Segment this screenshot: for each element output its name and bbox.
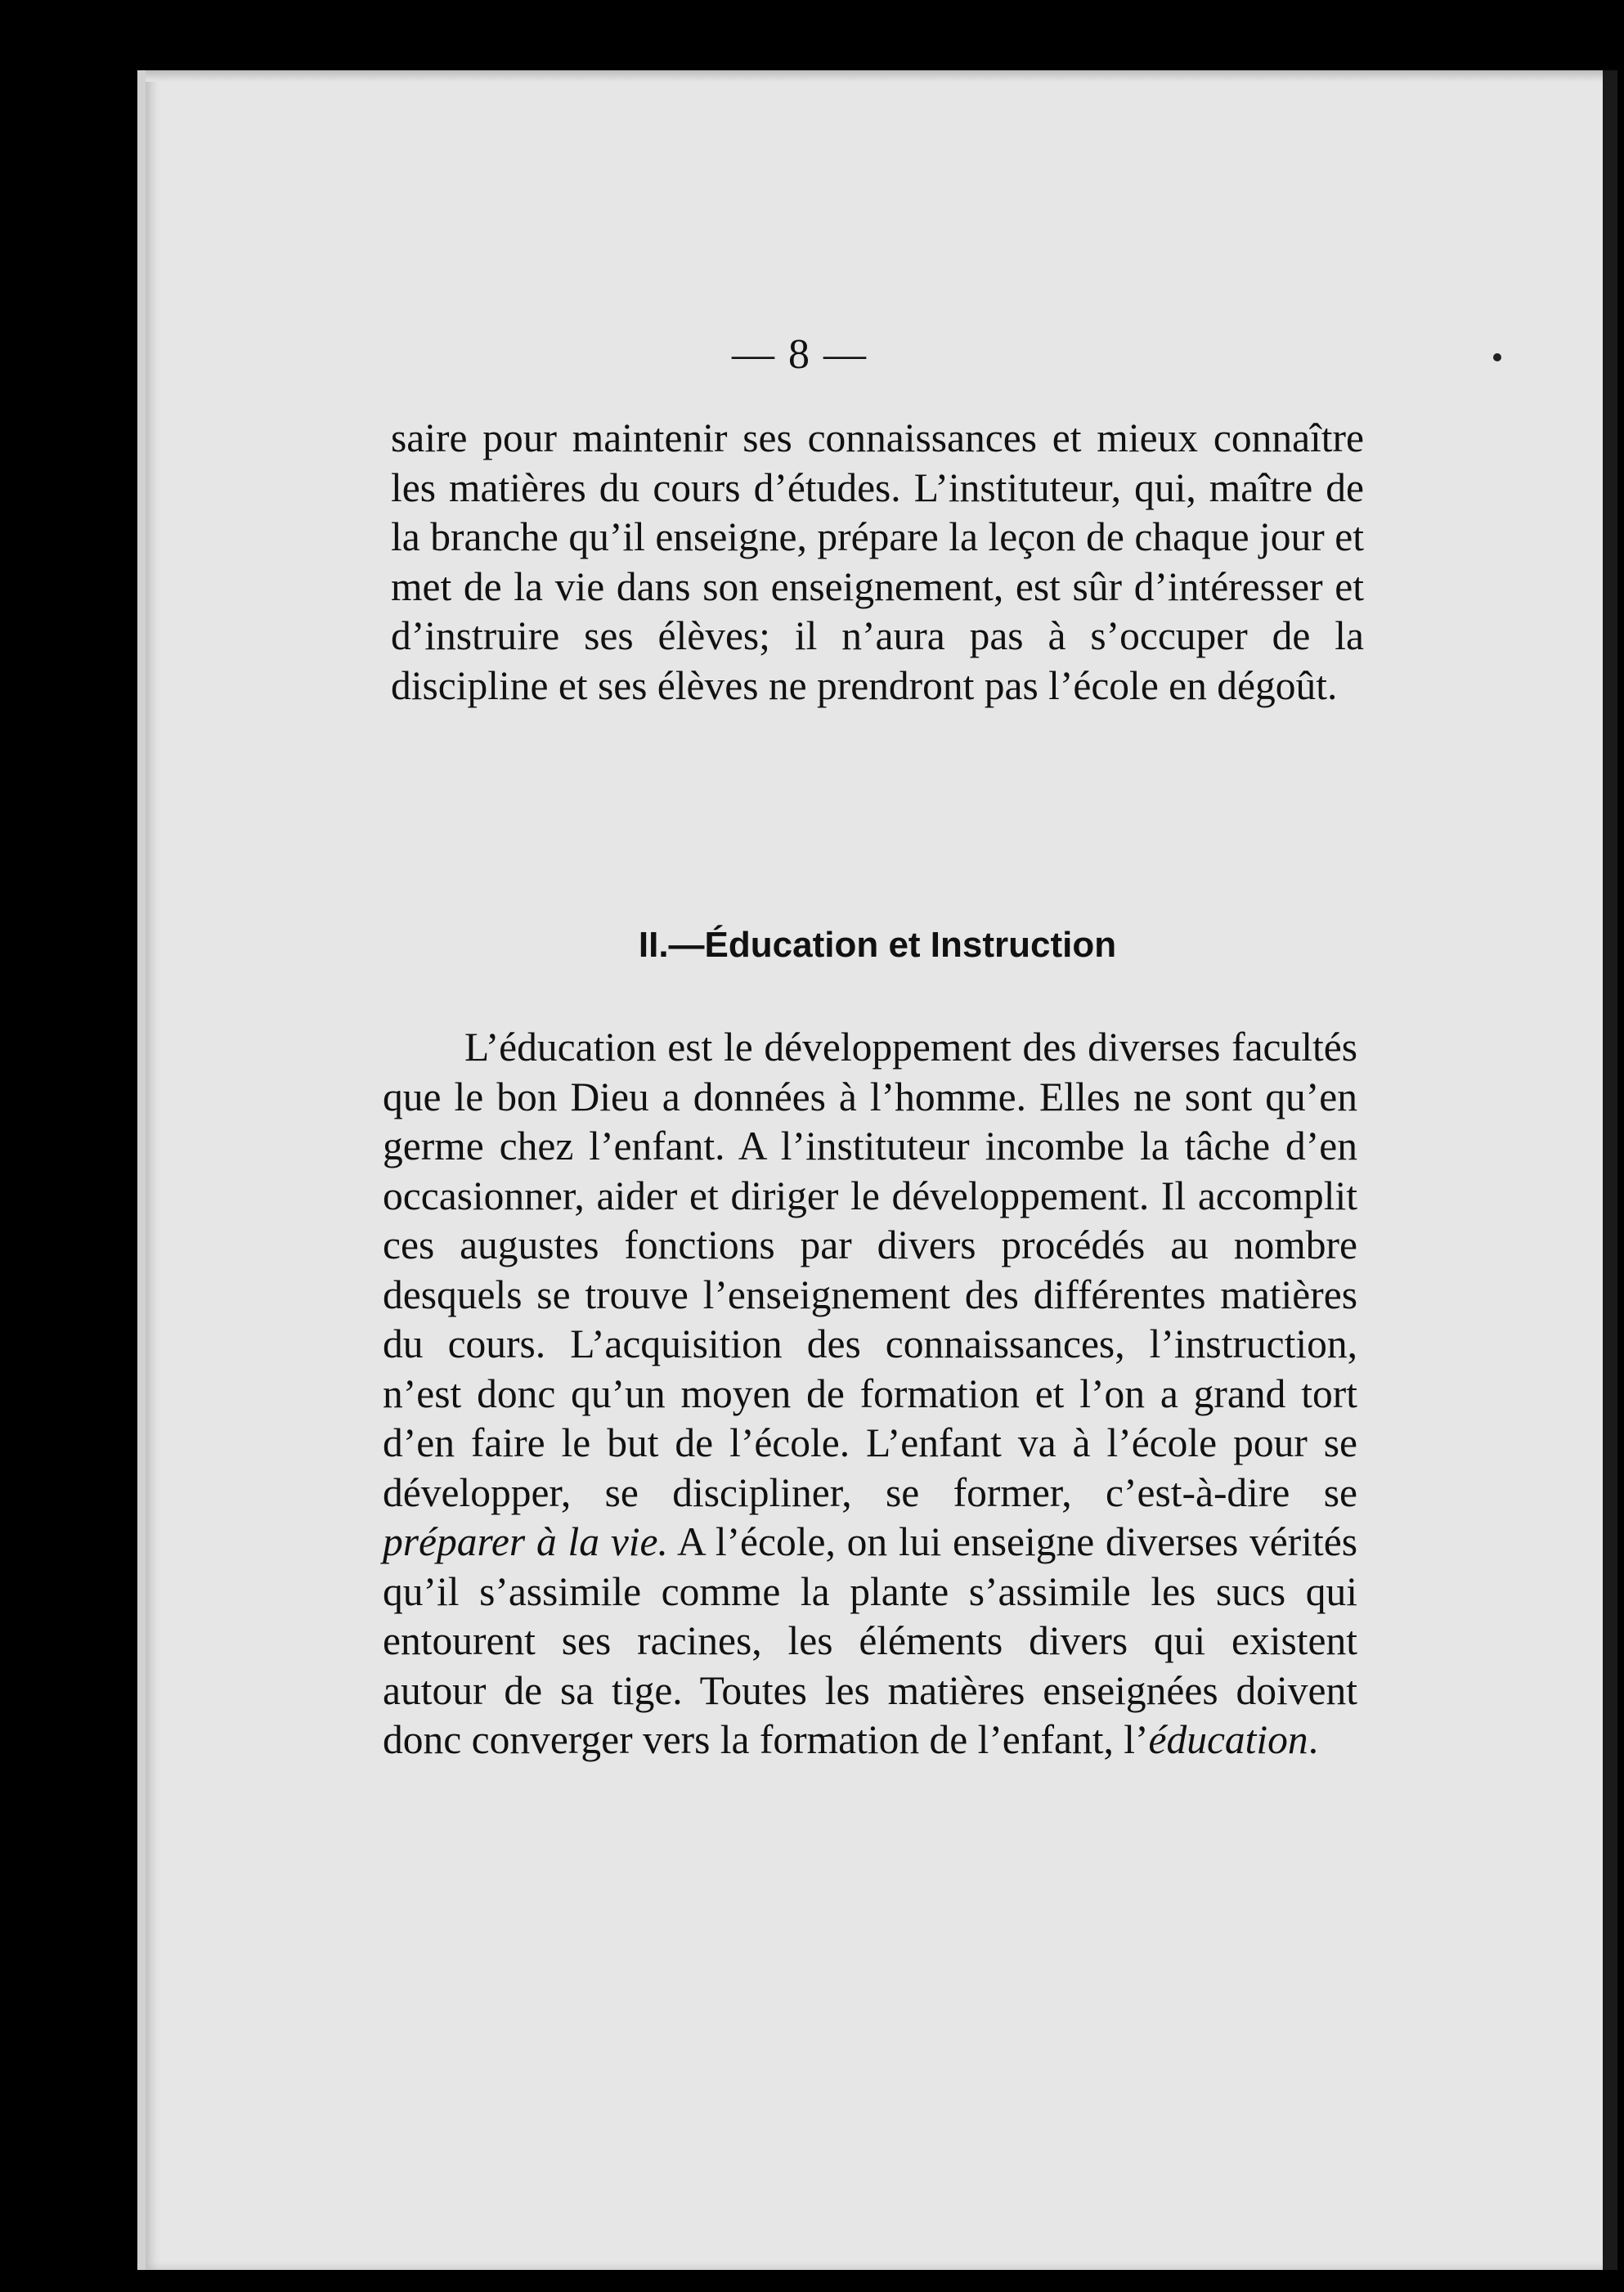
section-paragraph-end: . [1308,1717,1319,1762]
continued-paragraph: saire pour maintenir ses connaissances et mieux connaître les matières du cours d’études. L’instituteur, qui, maître de la branche qu’il enseigne, prépare la leçon de chaque jour et met de la vie dans son enseignement, est sûr d’intéresser et d’instruire ses élèves; il n’aura pas à s’occuper de la discipline et ses élèves ne prendront pas l’école en dégoût. [391,415,1364,708]
page-top-edge [146,70,1617,82]
scan-border [0,0,155,2292]
section-paragraph-text-2: A l’école, on lui enseigne diverses vérités qu’il s’assimile comme la plante s’assimile les sucs qui entourent ses racines, les éléments divers qui existent autour de sa tige. Toutes les matières enseignées doivent donc converger vers la formation de l’enfant, [383,1519,1357,1762]
page-right-edge [1603,70,1617,2270]
section-paragraph-italic-2: éducation [1148,1717,1308,1762]
section-paragraph-article: l’ [1124,1717,1149,1762]
section-paragraph [383,1023,1357,1765]
section-heading: II.—Éducation et Instruction [638,925,1117,965]
book-page [137,70,1617,2270]
page-number: — 8 — [732,331,868,378]
margin-dot [1493,353,1501,361]
section-paragraph-italic-1: préparer à la vie. [383,1519,668,1564]
continued-paragraph-block [391,414,1364,711]
section-paragraph-text-1: L’éducation est le développement des diverses facultés que le bon Dieu a données à l’homme. Elles ne sont qu’en germe chez l’enfant. A l’instituteur incombe la tâche d’en occasionner, aider et diriger le développement. Il accomplit ces augustes fonctions par divers procédés au nombre desquels se trouve l’enseignement des différentes matières du cours. L’acquisition des connaissances, l’instruction, n’est donc qu’un moyen de formation et l’on a grand tort d’en faire le but de l’école. L’enfant va à l’école pour se développer, se discipliner, se former, c’est-à-dire se [383,1025,1357,1515]
